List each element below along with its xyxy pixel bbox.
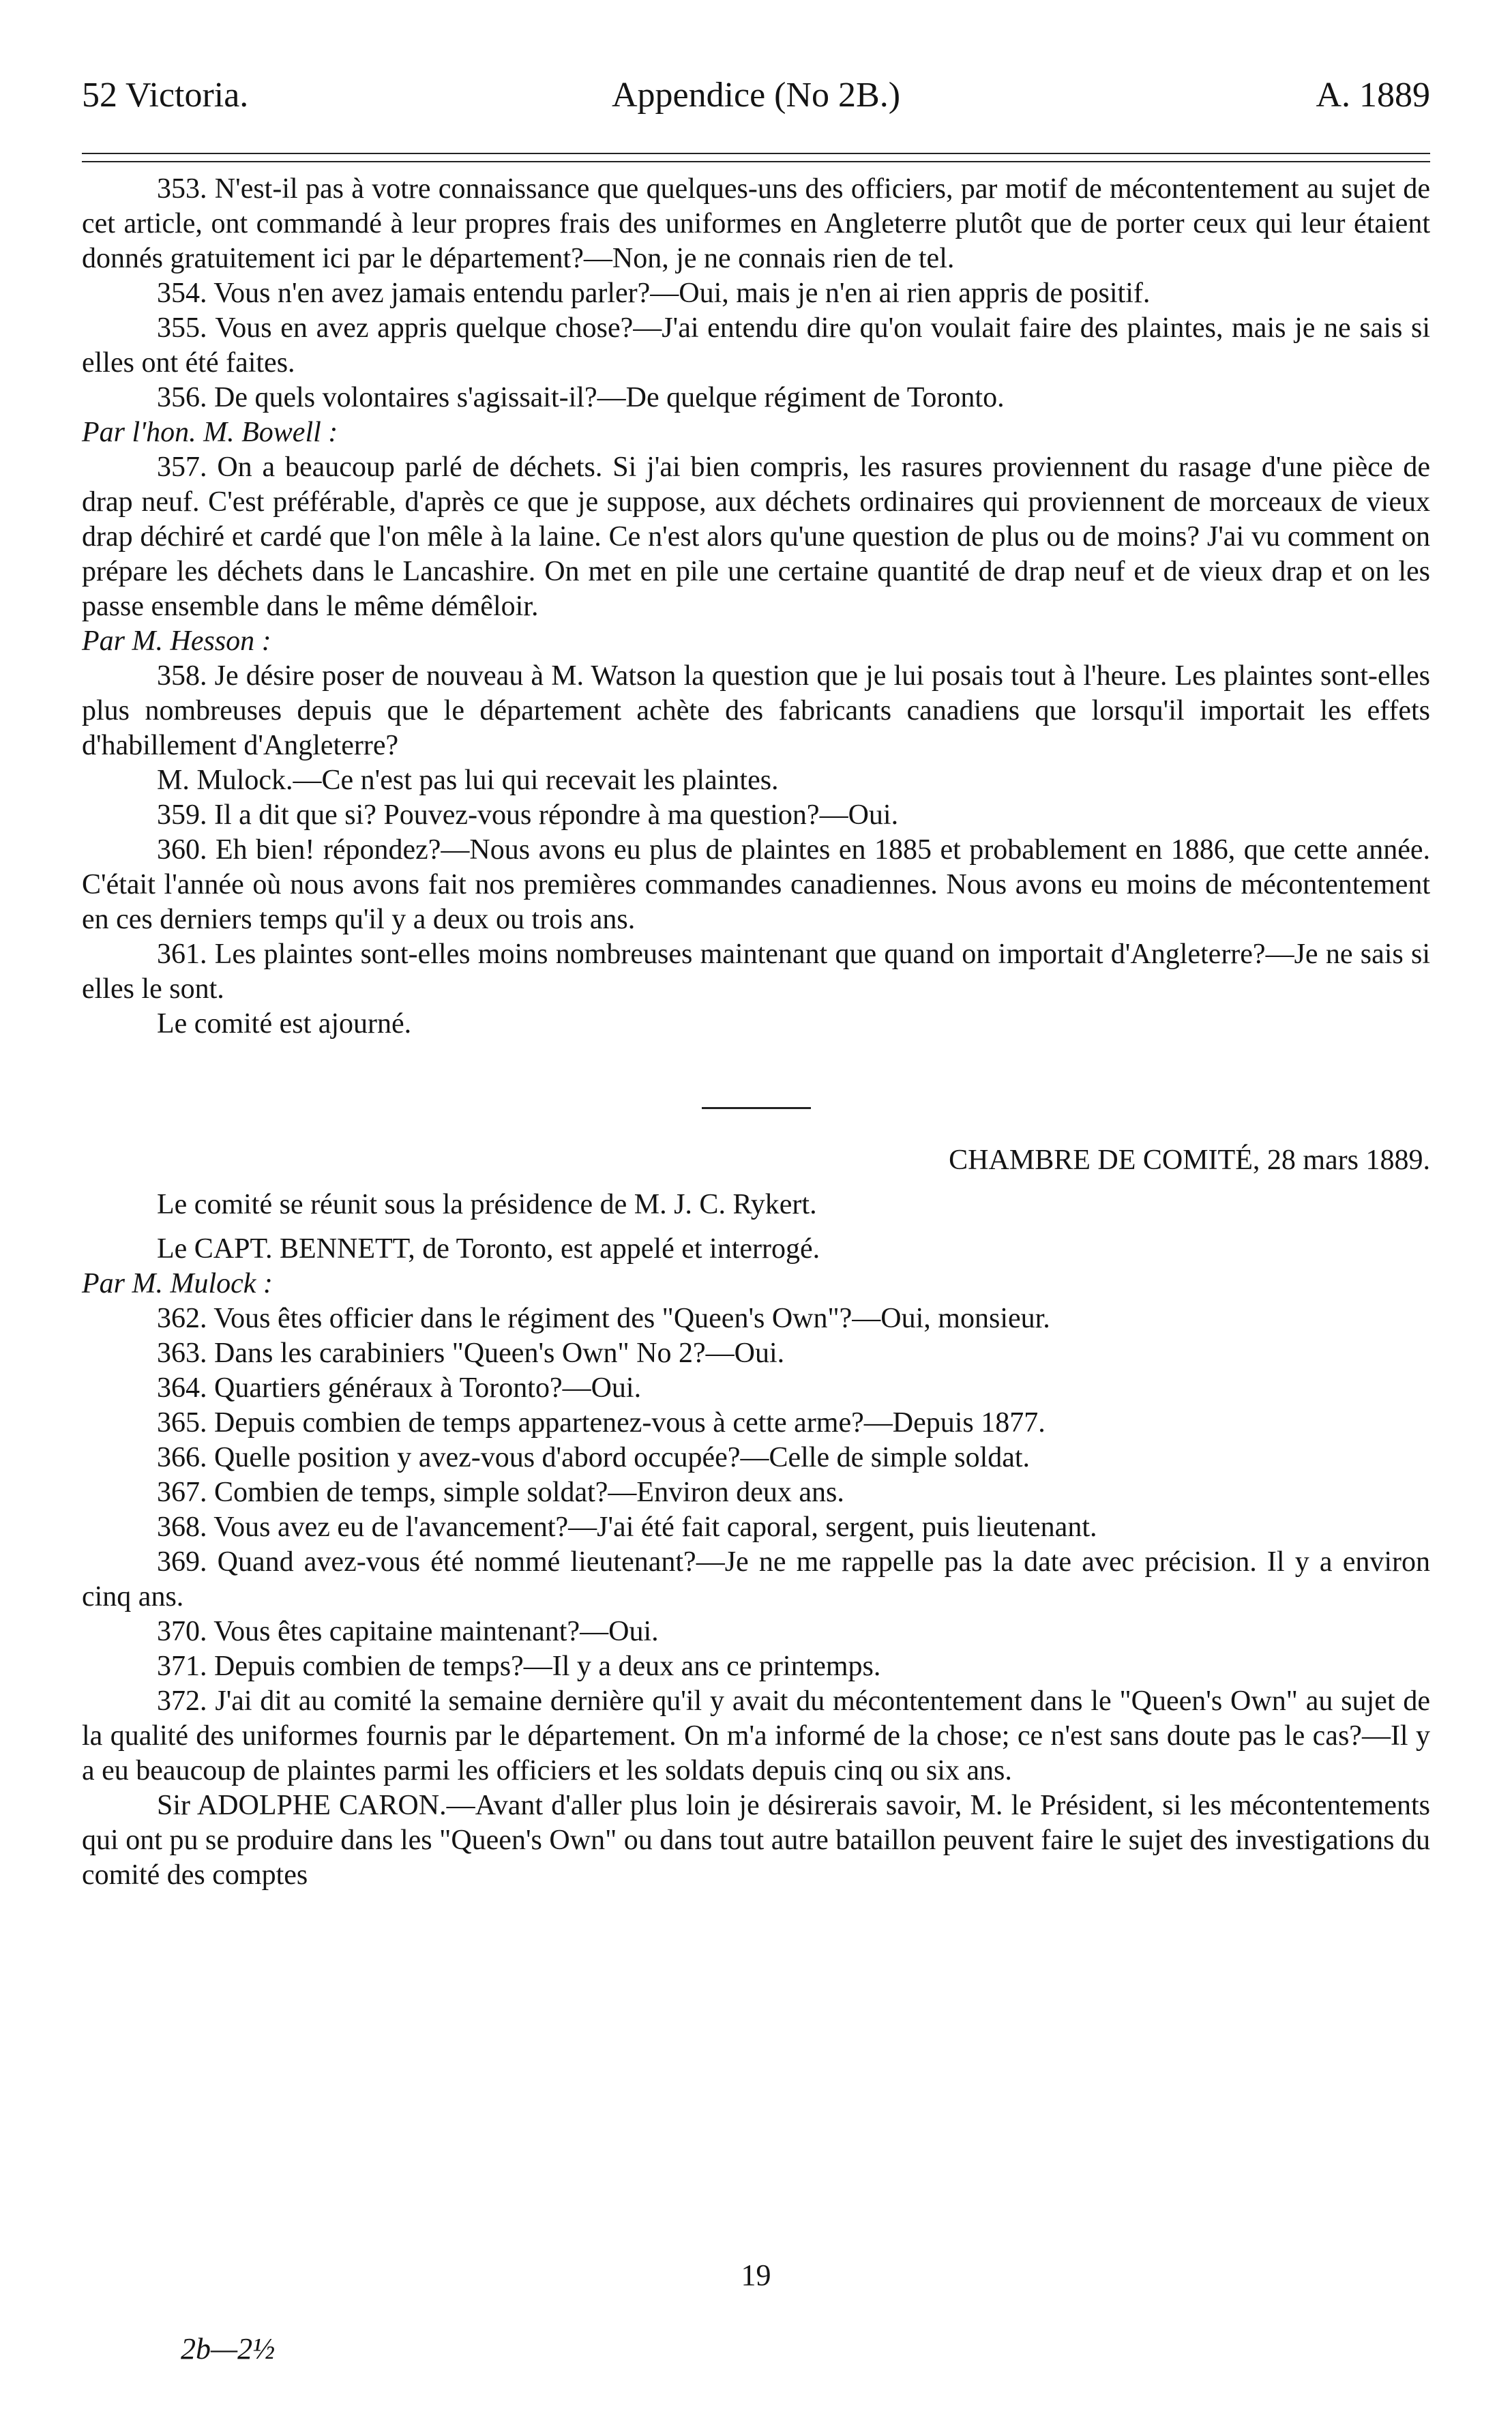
- question-357: 357. On a beaucoup parlé de déchets. Si j'ai bien compris, les rasures proviennent du rasage d'une pièce de drap neuf. C'est préférable, d'après ce que je suppose, aux déchets ordinaires qui proviennent de morceaux de vieux drap déchiré et cardé que l'on mêle à la laine. Ce n'est alors qu'une question de plus ou de moins? J'ai vu comment on prépare les déchets dans le Lancashire. On met en pile une certaine quantité de drap neuf et de vieux drap et on les passe ensemble dans le même démêloir.: [82, 452, 1430, 622]
- question-371: 371. Depuis combien de temps?—Il y a deux ans ce printemps.: [157, 1651, 881, 1682]
- question-361: 361. Les plaintes sont-elles moins nombreuses maintenant que quand on importait d'Angleterre?—Je ne sais si elles le sont.: [82, 939, 1430, 1005]
- page-header: [82, 75, 1430, 116]
- question-372: 372. J'ai dit au comité la semaine dernière qu'il y avait du mécontentement dans le "Queen's Own" au sujet de la qualité des uniformes fournis par le département. On m'a informé de la chose; ce n'est sans doute pas le cas?—Il y a eu beaucoup de plaintes parmi les officiers et les soldats depuis cinq ou six ans.: [82, 1685, 1430, 1786]
- speaker-bowell: Par l'hon. M. Bowell :: [82, 417, 338, 448]
- session-opening: Le comité se réunit sous la présidence de M. J. C. Rykert.: [157, 1189, 817, 1220]
- question-356: 356. De quels volontaires s'agissait-il?—De quelque régiment de Toronto.: [157, 382, 1005, 413]
- speaker-hesson: Par M. Hesson :: [82, 625, 271, 657]
- remark-caron: Sir ADOLPHE CARON.—Avant d'aller plus loin je désirerais savoir, M. le Président, si les mécontentements qui ont pu se produire dans les "Queen's Own" ou dans tout autre bataillon peuvent faire le sujet des investigations du comité des comptes: [82, 1790, 1430, 1891]
- page-body: [82, 172, 1430, 1893]
- question-353: 353. N'est-il pas à votre connaissance que quelques-uns des officiers, par motif de mécontentement au sujet de cet article, ont commandé à leur propres frais des uniformes en Angleterre plutôt que de porter ceux qui leur étaient donnés gratuitement ici par le département?—Non, je ne connais rien de tel.: [82, 173, 1430, 274]
- session-dateline: CHAMBRE DE COMITÉ, 28 mars 1889.: [949, 1145, 1430, 1176]
- header-rule-bottom: [82, 161, 1430, 162]
- header-year: A. 1889: [1316, 76, 1430, 115]
- remark-mulock: M. Mulock.—Ce n'est pas lui qui recevait les plaintes.: [157, 765, 779, 796]
- question-358: 358. Je désire poser de nouveau à M. Watson la question que je lui posais tout à l'heure. Les plaintes sont-elles plus nombreuses depuis que le département achète des fabricants canadiens que lorsqu'il importait les effets d'habillement d'Angleterre?: [82, 660, 1430, 761]
- question-362: 362. Vous êtes officier dans le régiment des "Queen's Own"?—Oui, monsieur.: [157, 1303, 1050, 1334]
- question-355: 355. Vous en avez appris quelque chose?—J'ai entendu dire qu'on voulait faire des plaintes, mais je ne sais si elles ont été faites.: [82, 312, 1430, 379]
- question-367: 367. Combien de temps, simple soldat?—Environ deux ans.: [157, 1477, 844, 1508]
- question-359: 359. Il a dit que si? Pouvez-vous répondre à ma question?—Oui.: [157, 799, 899, 831]
- question-354: 354. Vous n'en avez jamais entendu parler?—Oui, mais je n'en ai rien appris de positif.: [157, 278, 1151, 309]
- question-364: 364. Quartiers généraux à Toronto?—Oui.: [157, 1372, 642, 1404]
- speaker-mulock: Par M. Mulock :: [82, 1268, 273, 1299]
- question-366: 366. Quelle position y avez-vous d'abord occupée?—Celle de simple soldat.: [157, 1442, 1031, 1473]
- witness-called: Le CAPT. BENNETT, de Toronto, est appelé et interrogé.: [157, 1233, 820, 1265]
- header-rule-top: [82, 153, 1430, 154]
- printer-signature: 2b—2½: [181, 2332, 276, 2366]
- question-368: 368. Vous avez eu de l'avancement?—J'ai été fait caporal, sergent, puis lieutenant.: [157, 1512, 1097, 1543]
- page-number: 19: [741, 2258, 771, 2292]
- section-divider: [702, 1107, 811, 1109]
- question-363: 363. Dans les carabiniers "Queen's Own" No 2?—Oui.: [157, 1338, 785, 1369]
- question-365: 365. Depuis combien de temps appartenez-vous à cette arme?—Depuis 1877.: [157, 1407, 1046, 1439]
- header-appendix: Appendice (No 2B.): [611, 76, 901, 115]
- question-370: 370. Vous êtes capitaine maintenant?—Oui.: [157, 1616, 659, 1647]
- adjournment-note: Le comité est ajourné.: [157, 1008, 412, 1040]
- question-369: 369. Quand avez-vous été nommé lieutenant?—Je ne me rappelle pas la date avec précision. Il y a environ cinq ans.: [82, 1546, 1430, 1612]
- header-session: 52 Victoria.: [82, 76, 249, 115]
- question-360: 360. Eh bien! répondez?—Nous avons eu plus de plaintes en 1885 et probablement en 1886, que cette année. C'était l'année où nous avons fait nos premières commandes canadiennes. Nous avons eu moins de mécontentement en ces derniers temps qu'il y a deux ou trois ans.: [82, 834, 1430, 935]
